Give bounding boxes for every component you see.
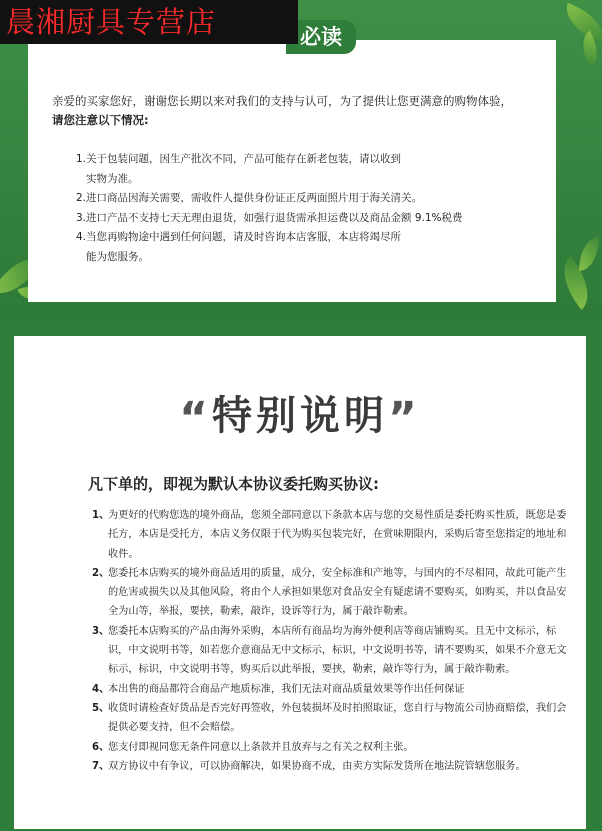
list-item: 5、 收货时请检查好货品是否完好再签收，外包装损坏及时拍照取证，您自行与物流公司协商赔偿，我们会提供必要支持，但不会赔偿。	[92, 702, 567, 734]
list-item: 4.当您再购物途中遇到任何问题，请及时咨询本店客服，本店将竭尽所 能为您服务。	[76, 231, 402, 263]
special-panel	[0, 318, 602, 831]
agreement-heading: 凡下单的，即视为默认本协议委托购买协议:	[88, 475, 380, 493]
special-card	[14, 336, 586, 829]
notice-list	[76, 150, 546, 267]
notice-intro-emphasis: 请您注意以下情况:	[52, 113, 149, 127]
notice-panel	[0, 0, 602, 318]
list-item: 2.进口商品因海关需要，需收件人提供身份证正反两面照片用于海关清关。	[76, 192, 423, 204]
list-item: 3.进口产品不支持七天无理由退货，如强行退货需承担运费以及商品金额 9.1%税费	[76, 211, 463, 224]
open-quote: “	[179, 393, 212, 444]
list-item: 1.关于包装问题，因生产批次不同，产品可能存在新老包装，请以收到 实物为准。	[76, 153, 402, 185]
list-item: 1、 为更好的代购您选的境外商品，您须全部同意以下条款本店与您的交易性质是委托购买性质，既您是委托方，本店是受托方，本店义务仅限于代为购买包装完好，在赏味期限内，采购后寄至您指定的地址和收件。	[92, 510, 567, 560]
notice-intro-text: 亲爱的买家您好，谢谢您长期以来对我们的支持与认可，为了提供让您更满意的购物体验，	[52, 94, 512, 108]
list-item: 2、 您委托本店购买的境外商品适用的质量，成分，安全标准和产地等，与国内的不尽相同，故此可能产生的危害或损失以及其他风险，将由个人承担如果您对食品安全有疑虑请不要购买，如购买，并以食品安全为山等，举报，要挟，勒索，敲诈，设诉等行为，属于敲诈勒索。	[92, 567, 567, 618]
notice-intro	[52, 92, 512, 130]
list-item: 7、 双方协议中有争议，可以协商解决，如果协商不成，由卖方实际发货所在地法院管辖您服务。	[92, 760, 526, 772]
agreement-clauses	[92, 506, 568, 776]
shop-name-banner: 晨湘厨具专营店	[0, 0, 298, 44]
list-item: 3、 您委托本店购买的产品由海外采购，本店所有商品均为海外便利店等商店铺购买。且无中文标示，标识，中文说明书等，如若您介意商品无中文标示，标识，中文说明书等，请不要购买，如果不介意无文标示，标识，中文说明书等，购买后以此举报，要挟，勒索，敲诈等行为，属于敲诈勒索。	[92, 625, 567, 676]
leaf-decoration-bottom-right	[551, 256, 602, 309]
list-item: 4、 本出售的商品都符合商品产地质标准，我们无法对商品质量效果等作出任何保证	[92, 683, 465, 695]
list-item: 6、 您支付即视同您无条件同意以上条款并且放弃与之有关之权利主张。	[92, 741, 414, 753]
leaf-decoration-bottom-right-2	[579, 237, 599, 271]
special-title	[14, 388, 586, 447]
special-title-text: 特别说明	[212, 393, 388, 439]
notice-heading: 必读	[286, 20, 356, 54]
leaf-decoration-top-right	[559, 3, 602, 43]
close-quote: ”	[388, 393, 421, 444]
